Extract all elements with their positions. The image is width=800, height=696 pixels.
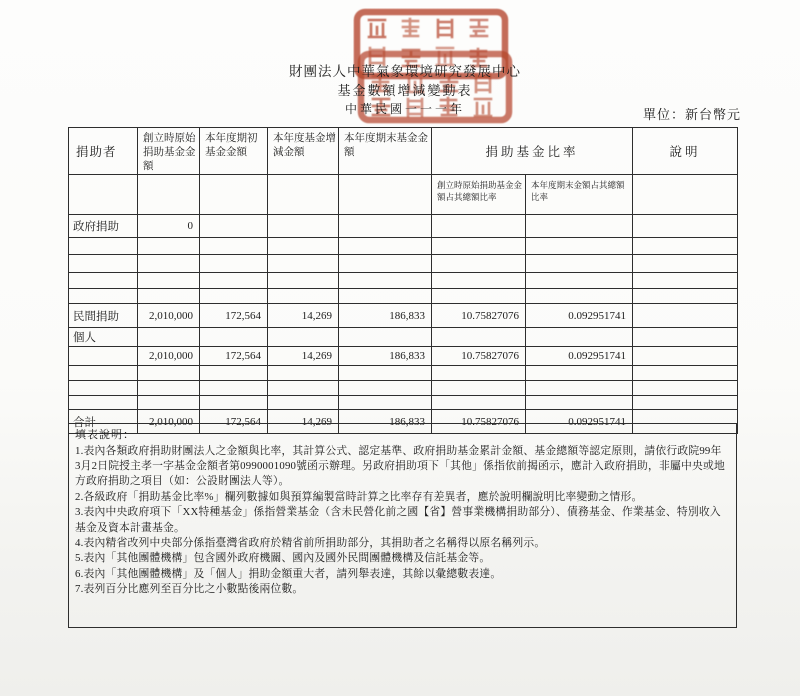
cell-ratio2 <box>526 381 633 396</box>
table-row <box>69 396 738 410</box>
cell-ratio2 <box>526 238 633 255</box>
note-item: 6.表內「其他團體機構」及「個人」捐助金額重大者，請列舉表達，其餘以彙總數表達。 <box>75 567 502 580</box>
fund-change-table <box>68 127 738 434</box>
cell-change <box>268 366 339 381</box>
table-row <box>69 347 738 366</box>
cell-change: 14,269 <box>268 304 339 328</box>
cell-original <box>138 273 200 289</box>
cell-ratio1 <box>432 215 526 238</box>
cell-label: 政府捐助 <box>69 215 138 238</box>
table-row <box>69 255 738 273</box>
note-item: 3.表內中央政府項下「XX特種基金」係指營業基金（含未民營化前之國【省】營事業機構捐助部分）、債務基金、作業基金、特別收入基金及資本計畫基金。 <box>75 506 721 534</box>
cell-change: 14,269 <box>268 347 339 366</box>
cell-remark <box>633 396 738 410</box>
header-row-sub <box>69 175 738 215</box>
table-row <box>69 381 738 396</box>
cell-label <box>69 366 138 381</box>
cell-end: 186,833 <box>339 304 432 328</box>
cell-original <box>138 255 200 273</box>
cell-change <box>268 396 339 410</box>
cell-begin <box>200 381 268 396</box>
cell-remark <box>633 255 738 273</box>
cell-ratio2 <box>526 255 633 273</box>
cell-original: 2,010,000 <box>138 304 200 328</box>
cell-remark <box>633 347 738 366</box>
cell-begin: 172,564 <box>200 410 268 434</box>
table-row <box>69 328 738 347</box>
empty-header-cell <box>268 175 339 215</box>
cell-ratio1 <box>432 366 526 381</box>
cell-original: 2,010,000 <box>138 410 200 434</box>
notes-title: 填表說明： <box>75 429 135 441</box>
cell-label <box>69 381 138 396</box>
cell-end <box>339 289 432 304</box>
col-header-remark: 說明 <box>633 128 738 175</box>
col-header-beginning-amount: 本年度期初基金金額 <box>200 128 268 175</box>
cell-original: 0 <box>138 215 200 238</box>
cell-change <box>268 215 339 238</box>
cell-ratio2 <box>526 289 633 304</box>
cell-ratio1 <box>432 273 526 289</box>
cell-begin <box>200 273 268 289</box>
table-row <box>69 238 738 255</box>
cell-ratio1: 10.75827076 <box>432 304 526 328</box>
cell-ratio2 <box>526 273 633 289</box>
note-item: 1.表內各類政府捐助財團法人之金額與比率，其計算公式、認定基準、政府捐助基金累計金額、基金總額等認定原則，請依行政院99年3月2日院授主孝一字基金金額者第0990001090號函示辦理。另政府捐助項下「其他」係指依前揭函示，應計入政府捐助，非屬中央或地方政府捐助之項目（如：公設財團法人等）。 <box>75 444 726 488</box>
cell-begin: 172,564 <box>200 347 268 366</box>
cell-ratio2: 0.092951741 <box>526 347 633 366</box>
cell-label: 合計 <box>69 410 138 434</box>
cell-ratio2 <box>526 215 633 238</box>
cell-end <box>339 381 432 396</box>
cell-original <box>138 238 200 255</box>
col-header-ratio-ending: 本年度期末金額占其總額比率 <box>526 175 633 215</box>
empty-header-cell <box>633 175 738 215</box>
col-header-original-amount: 創立時原始捐助基金金額 <box>138 128 200 175</box>
cell-change <box>268 289 339 304</box>
doc-year-line: 中華民國一一一年 <box>344 102 465 116</box>
table-row <box>69 304 738 328</box>
cell-end <box>339 255 432 273</box>
cell-original <box>138 381 200 396</box>
cell-remark <box>633 381 738 396</box>
cell-label <box>69 396 138 410</box>
cell-change <box>268 255 339 273</box>
cell-label <box>69 289 138 304</box>
note-item: 5.表內「其他團體機構」包含國外政府機關、國內及國外民間團體機構及信託基金等。 <box>75 552 491 565</box>
cell-label: 民間捐助 <box>69 304 138 328</box>
cell-remark <box>633 366 738 381</box>
cell-begin: 172,564 <box>200 304 268 328</box>
cell-original <box>138 328 200 347</box>
cell-end <box>339 328 432 347</box>
cell-ratio1 <box>432 396 526 410</box>
cell-label <box>69 238 138 255</box>
cell-ratio1 <box>432 255 526 273</box>
cell-end <box>339 273 432 289</box>
cell-ratio1 <box>432 238 526 255</box>
cell-end <box>339 366 432 381</box>
cell-remark <box>633 289 738 304</box>
cell-begin <box>200 215 268 238</box>
org-name-title: 財團法人中華氣象環境研究發展中心 <box>289 64 521 79</box>
cell-ratio2: 0.092951741 <box>526 410 633 434</box>
cell-begin <box>200 255 268 273</box>
cell-ratio1 <box>432 381 526 396</box>
cell-remark <box>633 273 738 289</box>
cell-change: 14,269 <box>268 410 339 434</box>
empty-header-cell <box>339 175 432 215</box>
cell-remark <box>633 215 738 238</box>
cell-label <box>69 347 138 366</box>
header-row-main <box>69 128 738 175</box>
note-item: 4.表內精省改列中央部分係指臺灣省政府於精省前所捐助部分，其捐助者之名稱得以原名稱列示。 <box>75 536 546 549</box>
cell-begin <box>200 289 268 304</box>
note-item: 2.各級政府「捐助基金比率%」欄列數據如與預算編製當時計算之比率存有差異者，應於說明欄說明比率變動之情形。 <box>75 490 643 503</box>
cell-ratio2: 0.092951741 <box>526 304 633 328</box>
empty-header-cell <box>138 175 200 215</box>
cell-ratio2 <box>526 366 633 381</box>
empty-header-cell <box>69 175 138 215</box>
cell-end <box>339 215 432 238</box>
cell-ratio1: 10.75827076 <box>432 347 526 366</box>
cell-original: 2,010,000 <box>138 347 200 366</box>
cell-label: 個人 <box>69 328 138 347</box>
cell-original <box>138 396 200 410</box>
col-header-ratio-group: 捐助基金比率 <box>432 128 633 175</box>
cell-original <box>138 366 200 381</box>
cell-end <box>339 396 432 410</box>
note-item: 7.表列百分比應列至百分比之小數點後兩位數。 <box>75 583 304 596</box>
col-header-ending-amount: 本年度期末基金金額 <box>339 128 432 175</box>
cell-end: 186,833 <box>339 410 432 434</box>
cell-begin <box>200 328 268 347</box>
cell-remark <box>633 328 738 347</box>
table-row <box>69 215 738 238</box>
empty-header-cell <box>200 175 268 215</box>
table-row <box>69 366 738 381</box>
cell-begin <box>200 238 268 255</box>
cell-begin <box>200 366 268 381</box>
cell-remark <box>633 304 738 328</box>
cell-remark <box>633 238 738 255</box>
cell-change <box>268 273 339 289</box>
doc-title: 基金數額增減變動表 <box>337 83 473 98</box>
notes-box <box>68 423 737 628</box>
cell-change <box>268 328 339 347</box>
cell-ratio2 <box>526 396 633 410</box>
unit-label: 單位：新台幣元 <box>643 107 742 122</box>
cell-ratio1: 10.75827076 <box>432 410 526 434</box>
cell-ratio1 <box>432 289 526 304</box>
cell-original <box>138 289 200 304</box>
cell-end: 186,833 <box>339 347 432 366</box>
col-header-donor: 捐助者 <box>69 128 138 175</box>
col-header-change-amount: 本年度基金增減金額 <box>268 128 339 175</box>
cell-change <box>268 238 339 255</box>
cell-end <box>339 238 432 255</box>
cell-label <box>69 255 138 273</box>
cell-ratio2 <box>526 328 633 347</box>
cell-label <box>69 273 138 289</box>
cell-change <box>268 381 339 396</box>
table-row <box>69 289 738 304</box>
table-row <box>69 273 738 289</box>
cell-begin <box>200 396 268 410</box>
col-header-ratio-original: 創立時原始捐助基金金額占其總額比率 <box>432 175 526 215</box>
notes-list <box>75 444 726 598</box>
cell-ratio1 <box>432 328 526 347</box>
fund-table-body <box>69 215 738 434</box>
